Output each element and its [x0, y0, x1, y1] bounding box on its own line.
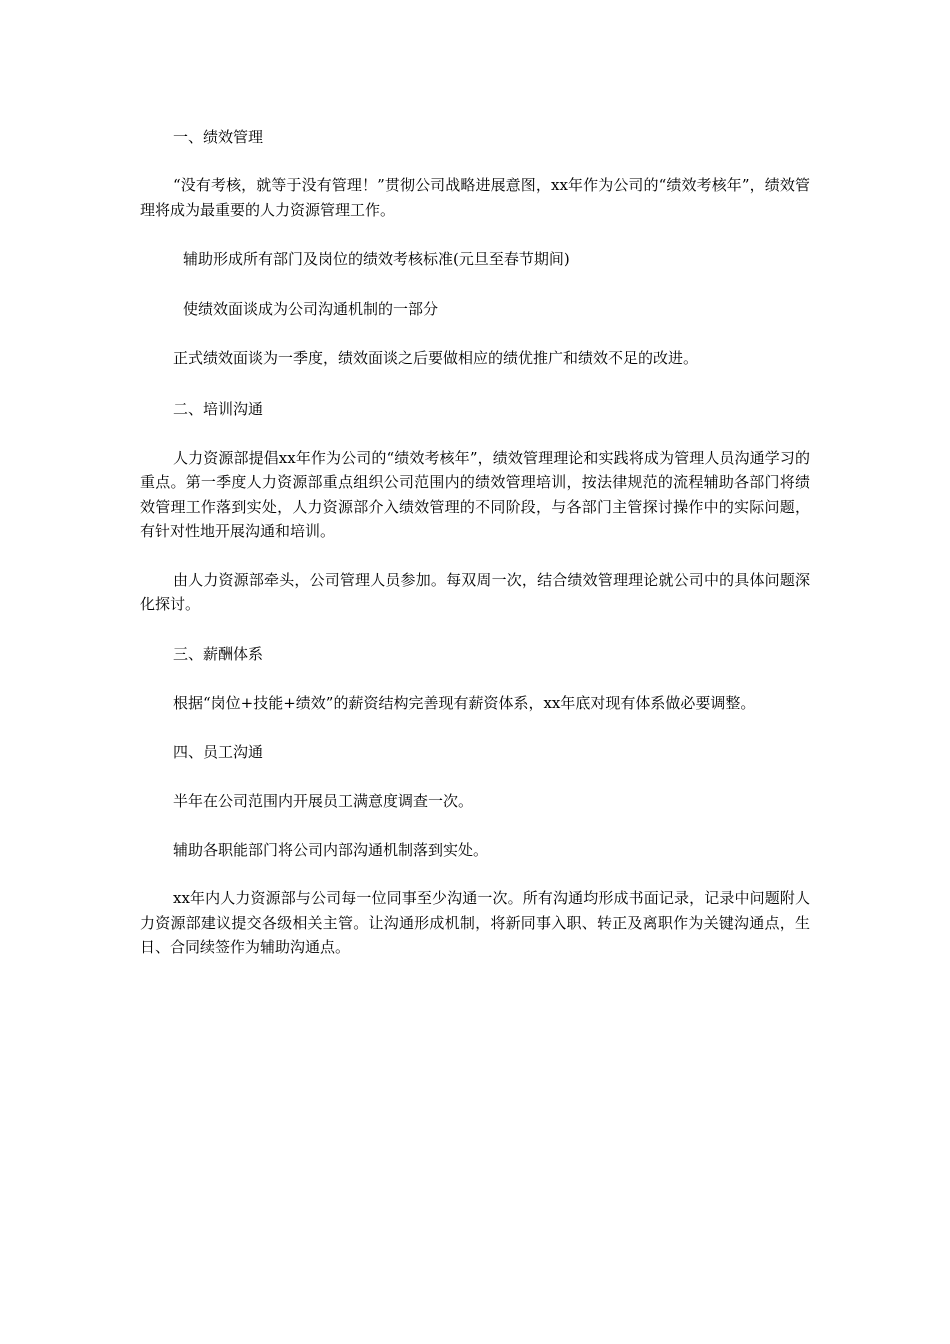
paragraph: “没有考核，就等于没有管理！”贯彻公司战略进展意图，xx年作为公司的“绩效考核年”，绩效管理将成为最重要的人力资源管理工作。: [140, 176, 810, 219]
section-heading-training: 二、培训沟通: [173, 399, 264, 418]
list-item: 辅助形成所有部门及岗位的绩效考核标准(元旦至春节期间): [183, 250, 570, 268]
paragraph: 由人力资源部牵头，公司管理人员参加。每双周一次，结合绩效管理理论就公司中的具体问题深化探讨。: [140, 570, 810, 613]
section-heading-employee-communication: 四、员工沟通: [173, 743, 264, 761]
section-heading-performance: 一、绩效管理: [173, 128, 264, 146]
paragraph: 半年在公司范围内开展员工满意度调查一次。: [173, 792, 474, 810]
paragraph: 辅助各职能部门将公司内部沟通机制落到实处。: [173, 840, 489, 859]
paragraph: 根据“岗位+技能+绩效”的薪资结构完善现有薪资体系，xx年底对现有体系做必要调整。: [173, 693, 756, 712]
section-heading-compensation: 三、薪酬体系: [173, 644, 264, 663]
document-body: [140, 124, 810, 984]
paragraph: 人力资源部提倡xx年作为公司的“绩效考核年”，绩效管理理论和实践将成为管理人员沟通学习的重点。第一季度人力资源部重点组织公司范围内的绩效管理培训，按法律规范的流程辅助各部门将绩效管理工作落到实处，人力资源部介入绩效管理的不同阶段，与各部门主管探讨操作中的实际问题，有针对性地开展沟通和培训。: [140, 448, 810, 540]
paragraph: xx年内人力资源部与公司每一位同事至少沟通一次。所有沟通均形成书面记录，记录中问题附人力资源部建议提交各级相关主管。让沟通形成机制，将新同事入职、转正及离职作为关键沟通点，生日、合同续签作为辅助沟通点。: [140, 889, 810, 956]
list-item: 使绩效面谈成为公司沟通机制的一部分: [183, 300, 439, 318]
paragraph: 正式绩效面谈为一季度，绩效面谈之后要做相应的绩优推广和绩效不足的改进。: [173, 349, 699, 367]
